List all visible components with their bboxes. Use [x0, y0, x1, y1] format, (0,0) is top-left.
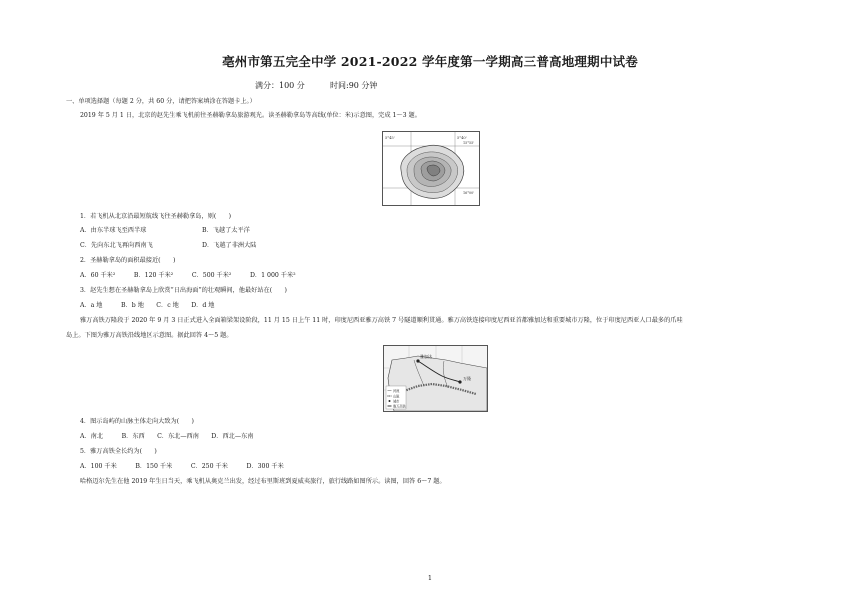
- contour-map-figure: [382, 131, 480, 206]
- question-1-option-d: D．飞越了非洲大陆: [202, 242, 257, 249]
- full-score: 满分：100 分: [255, 81, 305, 90]
- question-2-options: A．60 千米² B．120 千米² C．500 千米² D．1 000 千米²: [80, 272, 296, 279]
- question-1-stem: 1．若飞机从北京沿最短航线飞往圣赫勒拿岛，则( ): [80, 213, 232, 220]
- question-1-option-b: B．飞越了太平洋: [202, 227, 250, 234]
- question-3-options: A．a 地 B．b 地 C．c 地 D．d 地: [80, 302, 215, 309]
- section-heading: 一、单项选择题（每题 2 分，共 60 分，请把答案填涂在答题卡上。）: [66, 98, 256, 105]
- legend-river-label: 河流: [393, 389, 400, 393]
- city-marker-jakarta: [416, 359, 419, 362]
- intro-question-1-3: 2019 年 5 月 1 日，北京的赵先生乘飞机前往圣赫勒拿岛旅游观光。读圣赫勒拿岛等高线(单位：米)示意图，完成 1～3 题。: [80, 112, 421, 119]
- question-1-option-a: A．由东半球飞至西半球: [80, 227, 147, 234]
- railway-map-figure: [383, 345, 488, 412]
- question-4-stem: 4．图示岛屿的山脉主体走向大致为( ): [80, 418, 194, 425]
- lon-label-right: 5°40': [457, 136, 467, 140]
- question-3-stem: 3．赵先生想在圣赫勒拿岛上欣赏“日出海面”的壮观瞬间，他最好站在( ): [80, 287, 287, 294]
- legend-city-label: 城市: [393, 399, 400, 404]
- question-5-stem: 5．雅万高铁全长约为( ): [80, 448, 157, 455]
- question-5-options: A．100 千米 B．150 千米 C．250 千米 D．300 千米: [80, 463, 284, 470]
- legend-rail-label: 雅万高铁: [393, 404, 406, 409]
- exam-title: 亳州市第五完全中学 2021-2022 学年度第一学期高三普高地理期中试卷: [222, 54, 638, 69]
- contour-map: [383, 132, 479, 205]
- lat-label-bottom: 16°00': [463, 191, 475, 195]
- question-2-stem: 2．圣赫勒拿岛的面积最接近( ): [80, 257, 176, 264]
- city-label-jakarta: 雅加达: [420, 354, 432, 359]
- intro-question-6-7: 哈格迈尔先生在他 2019 年生日当天，乘飞机从奥克兰出发，经过布里斯班到夏威夷旅行，旅行线路如图所示。读图，回答 6～7 题。: [80, 478, 446, 485]
- legend-mountain-label: 山脉: [393, 394, 400, 399]
- intro-question-4-5-line1: 雅万高铁万隆段于 2020 年 9 月 3 日正式进入全面箱梁架设阶段，11 月 15 日上午 11 时，印度尼西亚雅万高铁 7 号隧道顺利贯通。雅万高铁连接印度尼西亚首都雅加达和重要城市万隆，位于印度尼西亚人口最多的爪哇: [80, 317, 683, 324]
- exam-time: 时间:90 分钟: [330, 81, 378, 90]
- lat-label-top: 15°55': [463, 141, 475, 145]
- question-4-options: A．南北 B．东西 C．东北—西南 D．西北—东南: [80, 433, 254, 440]
- legend-city-symbol: [389, 400, 391, 402]
- question-1-option-c: C．先向东北飞再向西南飞: [80, 242, 153, 249]
- railway-map: [384, 346, 487, 411]
- city-label-bandung: 万隆: [463, 376, 471, 381]
- page-number: 1: [427, 574, 433, 582]
- city-marker-bandung: [458, 380, 461, 383]
- intro-question-4-5-line2: 岛上。下图为雅万高铁沿线地区示意图。据此回答 4～5 题。: [66, 332, 233, 339]
- lon-label-left: 5°45': [385, 136, 395, 140]
